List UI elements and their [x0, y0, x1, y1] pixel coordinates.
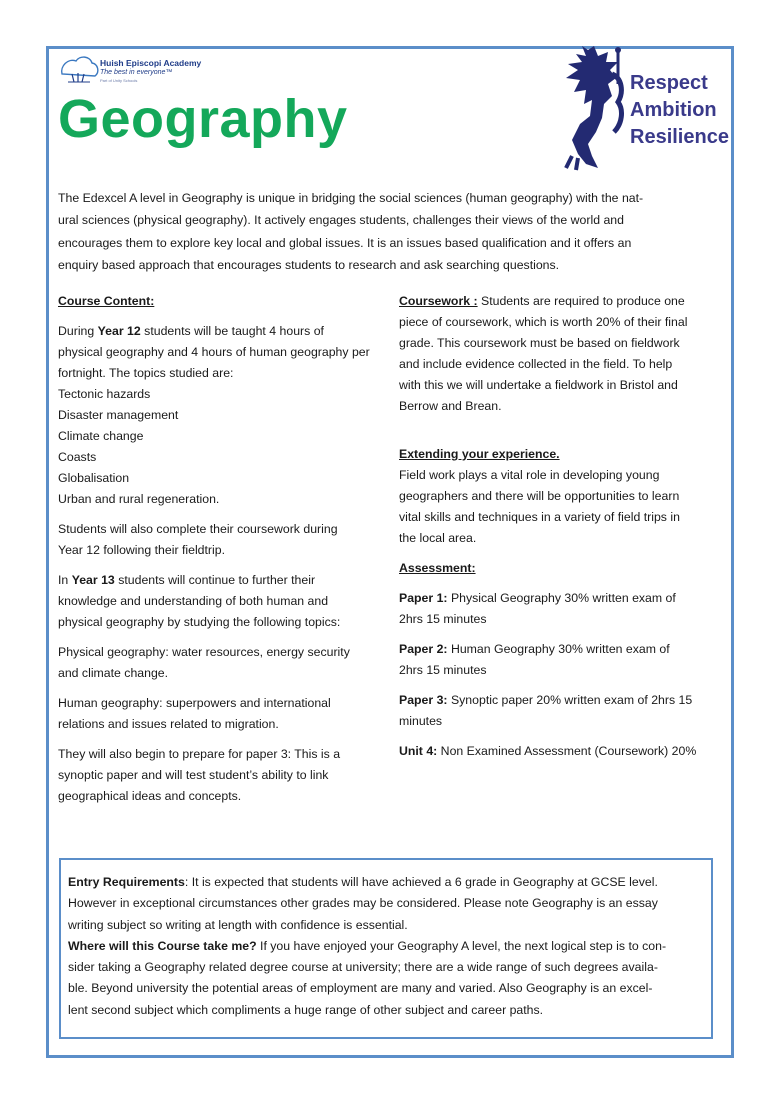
- year13-line3: physical geography by studying the following topics:: [58, 615, 341, 629]
- entry-requirements-text: [68, 872, 704, 1021]
- where-label: Where will this Course take me?: [68, 938, 257, 953]
- extending-line: the local area.: [399, 531, 477, 545]
- physical-geo-line: Physical geography: water resources, energy security: [58, 645, 350, 659]
- course-content-heading: Course Content:: [58, 294, 155, 308]
- coursework-line: and include evidence collected in the field. To help: [399, 357, 673, 371]
- where-line: [68, 936, 704, 957]
- paper2-text: Human Geography 30% written exam of: [447, 642, 670, 656]
- human-geo-line: relations and issues related to migration.: [58, 717, 279, 731]
- school-subline: Part of Unity Schools: [100, 78, 138, 83]
- year13-line2: knowledge and understanding of both human and: [58, 594, 329, 608]
- paper3-prep-line: They will also begin to prepare for paper 3: This is a: [58, 747, 341, 761]
- paper3-label: Paper 3:: [399, 693, 448, 707]
- entry-req-label: Entry Requirements: [68, 875, 185, 889]
- paper1-line: [399, 588, 719, 609]
- coursework-heading: Coursework :: [399, 294, 478, 308]
- entry-line: [68, 872, 704, 893]
- paper3-line: [399, 690, 719, 711]
- extending-heading: Extending your experience.: [399, 447, 560, 461]
- year13-label: Year 13: [71, 573, 115, 587]
- extending-line: Field work plays a vital role in developing young: [399, 468, 660, 482]
- assessment-heading: Assessment:: [399, 561, 476, 575]
- topic-item: Urban and rural regeneration.: [58, 492, 220, 506]
- intro-line: ural sciences (physical geography). It actively engages students, challenges their views of the world and: [58, 213, 624, 228]
- paper2-line2: 2hrs 15 minutes: [399, 663, 487, 677]
- entry-line: However in exceptional circumstances other grades may be considered. Please note Geography is an essay: [68, 896, 658, 911]
- topic-item: Globalisation: [58, 471, 130, 485]
- paper1-label: Paper 1:: [399, 591, 448, 605]
- value-respect: Respect: [630, 72, 708, 94]
- intro-line: enquiry based approach that encourages students to research and ask searching questions.: [58, 257, 560, 272]
- coursework-note-line: Students will also complete their coursework during: [58, 522, 338, 536]
- extending-line: vital skills and techniques in a variety of field trips in: [399, 510, 680, 524]
- topic-item: Tectonic hazards: [58, 387, 151, 401]
- paper3-line2: minutes: [399, 714, 443, 728]
- value-resilience: Resilience: [630, 126, 729, 148]
- topic-item: Climate change: [58, 429, 144, 443]
- where-line: sider taking a Geography related degree course at university; there are a wide range of such degrees availa-: [68, 960, 658, 975]
- coursework-line: Berrow and Brean.: [399, 399, 502, 413]
- intro-paragraph: [58, 187, 722, 276]
- paper2-line: [399, 639, 719, 660]
- value-ambition: Ambition: [630, 99, 717, 121]
- entry-line: writing subject so writing at length with confidence is essential.: [68, 917, 408, 932]
- intro-line: encourages them to explore key local and global issues. It is an issues based qualification and it offers an: [58, 235, 632, 250]
- school-name: Huish Episcopi Academy: [100, 58, 202, 68]
- school-tagline: The best in everyone™: [100, 69, 173, 76]
- page-title: Geography: [58, 89, 348, 149]
- coursework-line: piece of coursework, which is worth 20% of their final: [399, 315, 688, 329]
- year13-post: students will continue to further their: [114, 573, 316, 587]
- coursework-line: with this we will undertake a fieldwork in Bristol and: [399, 378, 678, 392]
- paper1-text: Physical Geography 30% written exam of: [447, 591, 676, 605]
- year12-label: Year 12: [97, 324, 141, 338]
- topic-item: Disaster management: [58, 408, 179, 422]
- where-line: ble. Beyond university the potential areas of employment are many and varied. Also Geography is an excel-: [68, 981, 653, 996]
- values-list: [630, 70, 729, 151]
- course-content-column: [58, 291, 394, 816]
- unit4-label: Unit 4:: [399, 744, 438, 758]
- coursework-line: grade. This coursework must be based on fieldwork: [399, 336, 680, 350]
- human-geo-line: Human geography: superpowers and international: [58, 696, 331, 710]
- extending-line: geographers and there will be opportunities to learn: [399, 489, 680, 503]
- school-logo-tree-icon: [58, 52, 218, 84]
- year12-pre: During: [58, 324, 98, 338]
- coursework-note-line: Year 12 following their fieldtrip.: [58, 543, 226, 557]
- coursework-line1: [399, 291, 719, 312]
- intro-line: The Edexcel A level in Geography is unique in bridging the social sciences (human geography) with the nat-: [58, 191, 644, 205]
- unit4-line: [399, 741, 719, 762]
- paper3-prep-line: geographical ideas and concepts.: [58, 789, 242, 803]
- year12-line2: physical geography and 4 hours of human geography per: [58, 345, 370, 359]
- where-text: If you have enjoyed your Geography A level, the next logical step is to con-: [256, 938, 667, 953]
- paper3-text: Synoptic paper 20% written exam of 2hrs 15: [447, 693, 693, 707]
- coursework-column: [399, 291, 719, 771]
- year12-line3: fortnight. The topics studied are:: [58, 366, 234, 380]
- topic-item: Coasts: [58, 450, 97, 464]
- paper3-prep-line: synoptic paper and will test student’s ability to link: [58, 768, 329, 782]
- year13-line: [58, 570, 394, 591]
- paper2-label: Paper 2:: [399, 642, 448, 656]
- entry-req-text: : It is expected that students will have achieved a 6 grade in Geography at GCSE level.: [184, 875, 658, 889]
- year12-post: students will be taught 4 hours of: [140, 324, 324, 338]
- where-line: lent second subject which compliments a huge range of other subject and career paths.: [68, 1002, 544, 1017]
- coursework-text: Students are required to produce one: [477, 294, 685, 308]
- physical-geo-line: and climate change.: [58, 666, 169, 680]
- year12-line: [58, 321, 394, 342]
- unit4-text: Non Examined Assessment (Coursework) 20%: [437, 744, 697, 758]
- year13-pre: In: [58, 573, 72, 587]
- paper1-line2: 2hrs 15 minutes: [399, 612, 487, 626]
- dragon-crest-icon: [558, 44, 628, 172]
